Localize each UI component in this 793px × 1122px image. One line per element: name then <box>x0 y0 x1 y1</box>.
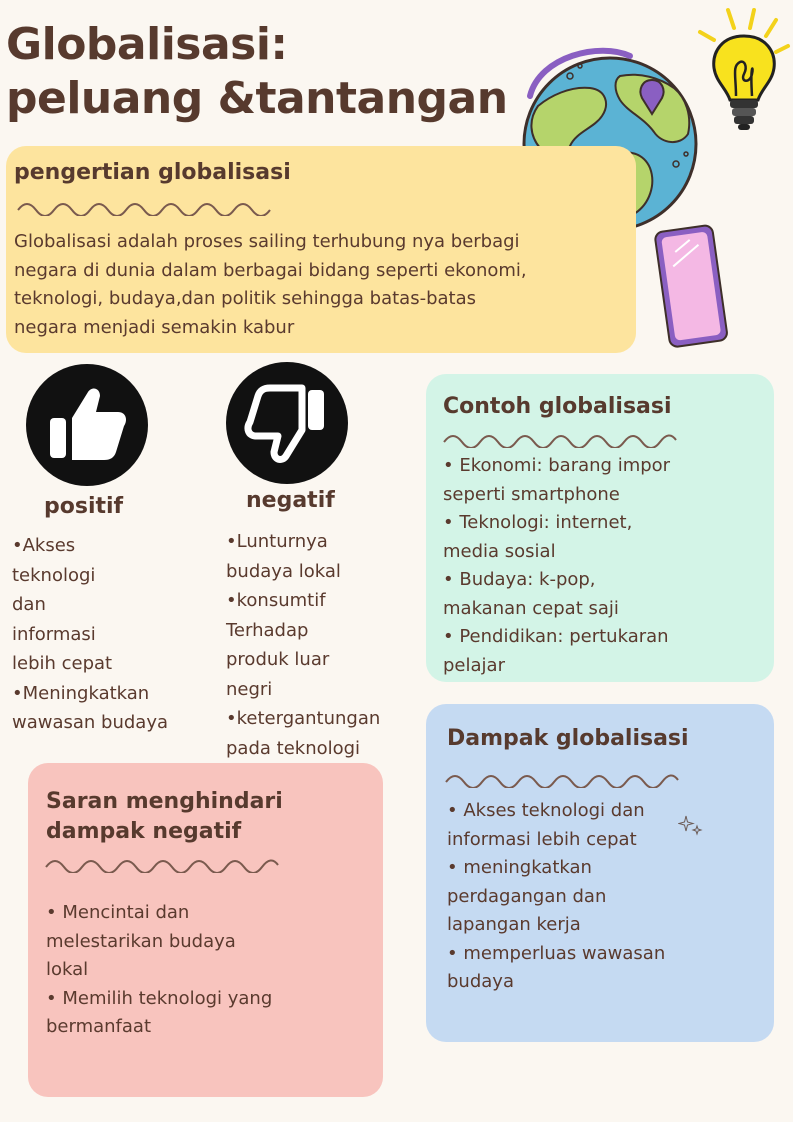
contoh-item: • Ekonomi: barang impor seperti smartphone <box>443 455 671 505</box>
dampak-item: • meningkatkan perdagangan dan lapangan kerja <box>447 857 607 935</box>
negatif-item: •konsumtif Terhadap produk luar negri <box>226 590 330 700</box>
pengertian-paragraph: Globalisasi adalah proses sailing terhubung nya berbagi negara di dunia dalam berbagai bidang seperti ekonomi, teknologi, budaya,dan politik sehingga batas-batas negara menjadi semakin kabur <box>14 231 527 338</box>
saran-item: • Mencintai dan melestarikan budaya lokal <box>46 902 236 980</box>
smartphone-icon <box>646 220 738 350</box>
contoh-item: • Pendidikan: pertukaran pelajar <box>443 626 669 676</box>
thumbs-up-icon <box>26 364 148 486</box>
contoh-card <box>426 374 774 682</box>
positif-label: positif <box>44 494 124 519</box>
negatif-list <box>226 527 426 763</box>
positif-item: •Akses teknologi dan informasi lebih cepat <box>12 535 113 674</box>
dampak-card <box>426 704 774 1042</box>
dampak-heading: Dampak globalisasi <box>447 726 689 751</box>
pengertian-heading: pengertian globalisasi <box>14 160 291 185</box>
contoh-item: • Teknologi: internet, media sosial <box>443 512 633 562</box>
saran-item: • Memilih teknologi yang bermanfaat <box>46 987 273 1037</box>
dampak-item: • memperluas wawasan budaya <box>447 942 666 992</box>
page-title <box>6 18 508 126</box>
contoh-heading: Contoh globalisasi <box>443 394 672 419</box>
wavy-divider <box>442 426 678 448</box>
negatif-label: negatif <box>246 488 335 513</box>
saran-heading-line-1: Saran menghindari <box>46 789 283 814</box>
contoh-item: • Budaya: k-pop, makanan cepat saji <box>443 569 619 619</box>
dampak-list <box>447 797 767 997</box>
lightbulb-icon <box>692 4 792 140</box>
title-line-1: Globalisasi: <box>6 19 288 70</box>
thumbs-up-circle <box>26 364 148 486</box>
wavy-divider <box>444 766 680 788</box>
pengertian-card <box>6 146 636 353</box>
saran-list <box>46 899 371 1042</box>
negatif-item: •ketergantungan pada teknologi <box>226 708 381 759</box>
sparkle-icon <box>678 814 704 838</box>
saran-card <box>28 763 383 1097</box>
positif-item: •Meningkatkan wawasan budaya <box>12 682 169 733</box>
contoh-list <box>443 452 763 680</box>
dampak-item: • Akses teknologi dan informasi lebih cepat <box>447 800 645 850</box>
thumbs-down-icon <box>226 362 348 484</box>
saran-heading <box>46 787 283 847</box>
title-line-2: peluang &tantangan <box>6 73 508 124</box>
wavy-divider <box>44 851 280 873</box>
thumbs-down-circle <box>226 362 348 484</box>
pengertian-text <box>14 228 624 342</box>
negatif-item: •Lunturnya budaya lokal <box>226 531 341 582</box>
saran-heading-line-2: dampak negatif <box>46 819 242 844</box>
positif-list <box>12 531 212 738</box>
wavy-divider <box>16 194 278 216</box>
